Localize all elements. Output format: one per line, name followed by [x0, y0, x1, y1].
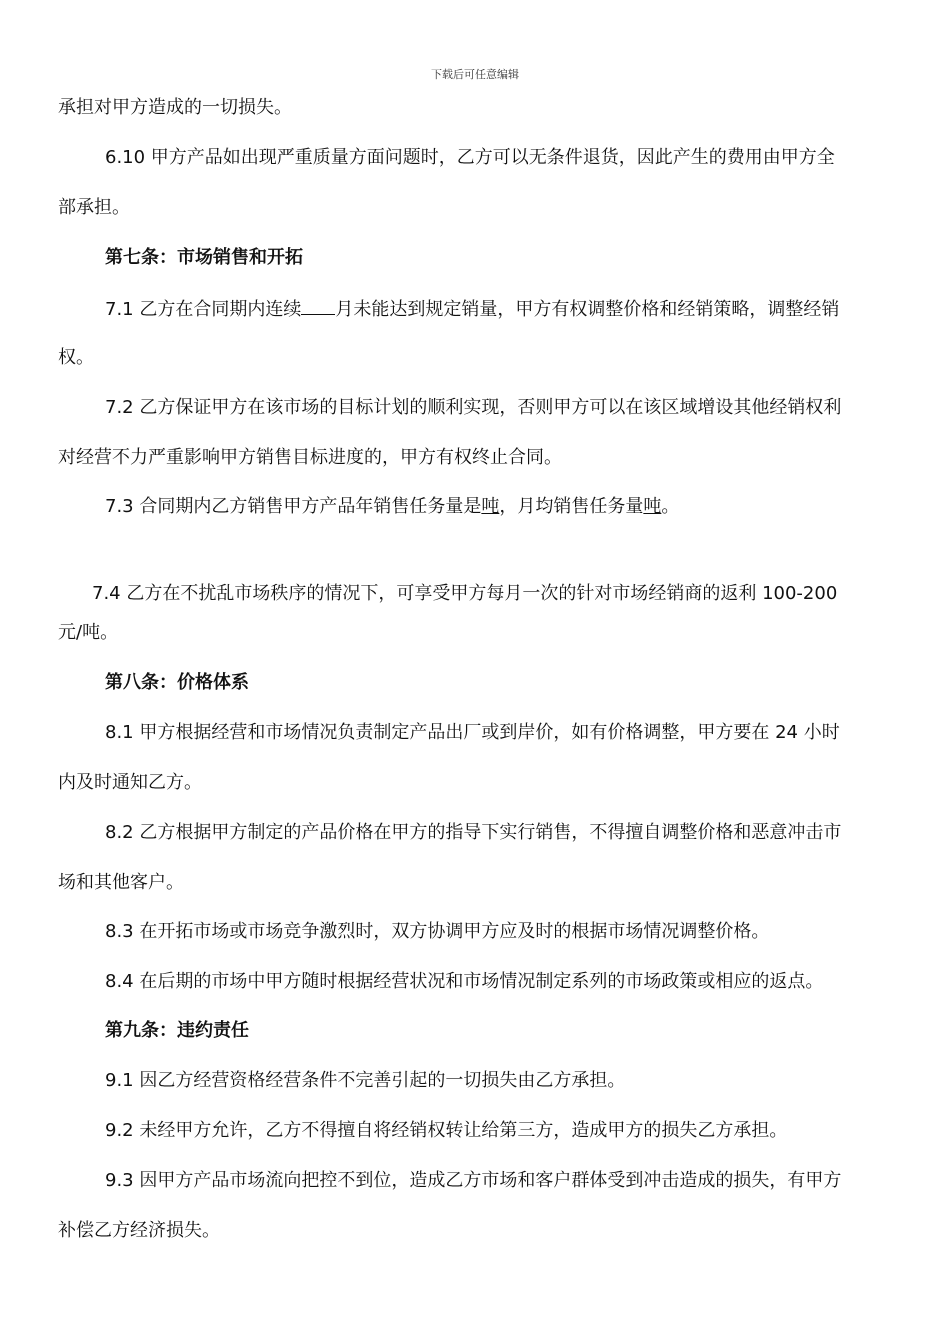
paragraph-line: 场和其他客户。: [58, 872, 184, 893]
paragraph-line: 对经营不力严重影响甲方销售目标进度的，甲方有权终止合同。: [58, 447, 562, 468]
paragraph-line: 元/吨。: [58, 622, 119, 643]
clause-7-1: [105, 296, 898, 322]
article-7-title: 第七条：市场销售和开拓: [105, 247, 303, 268]
annual-target-unit: 吨: [481, 496, 500, 517]
clause-7-2: 7.2 乙方保证甲方在该市场的目标计划的顺利实现，否则甲方可以在该区域增设其他经销权利: [105, 397, 842, 418]
clause-7-3-text-c: ，月均销售任务量: [499, 496, 644, 517]
clause-7-3-text-a: 7.3 合同期内乙方销售甲方产品年销售任务量是: [105, 496, 482, 517]
monthly-target-unit: 吨: [643, 496, 662, 517]
clause-7-3: [105, 495, 898, 519]
page-header: 下载后可任意编辑: [431, 68, 519, 81]
clause-7-1-text-a: 7.1 乙方在合同期内连续: [105, 299, 302, 320]
paragraph-line: 承担对甲方造成的一切损失。: [58, 97, 292, 118]
clause-8-4: 8.4 在后期的市场中甲方随时根据经营状况和市场情况制定系列的市场政策或相应的返点。: [105, 971, 824, 992]
paragraph-line: 内及时通知乙方。: [58, 772, 202, 793]
clause-6-10: 6.10 甲方产品如出现严重质量方面问题时，乙方可以无条件退货，因此产生的费用由甲方全: [105, 147, 835, 168]
article-8-title: 第八条：价格体系: [105, 672, 249, 693]
clause-8-2: 8.2 乙方根据甲方制定的产品价格在甲方的指导下实行销售，不得擅自调整价格和恶意冲击市: [105, 822, 842, 843]
clause-9-2: 9.2 未经甲方允许，乙方不得擅自将经销权转让给第三方，造成甲方的损失乙方承担。: [105, 1120, 788, 1141]
blank-months-field[interactable]: [301, 296, 335, 315]
clause-7-4: 7.4 乙方在不扰乱市场秩序的情况下，可享受甲方每月一次的针对市场经销商的返利 100-200: [92, 583, 838, 604]
paragraph-line: 补偿乙方经济损失。: [58, 1220, 220, 1241]
clause-7-1-text-b: 月未能达到规定销量，甲方有权调整价格和经销策略，调整经销: [335, 299, 840, 320]
clause-9-1: 9.1 因乙方经营资格经营条件不完善引起的一切损失由乙方承担。: [105, 1070, 626, 1091]
paragraph-line: 权。: [58, 347, 94, 368]
clause-7-3-text-e: 。: [661, 496, 680, 517]
clause-8-3: 8.3 在开拓市场或市场竞争激烈时，双方协调甲方应及时的根据市场情况调整价格。: [105, 921, 770, 942]
article-9-title: 第九条：违约责任: [105, 1020, 249, 1041]
paragraph-line: 部承担。: [58, 197, 130, 218]
clause-8-1: 8.1 甲方根据经营和市场情况负责制定产品出厂或到岸价，如有价格调整，甲方要在 24 小时: [105, 722, 840, 743]
clause-9-3: 9.3 因甲方产品市场流向把控不到位，造成乙方市场和客户群体受到冲击造成的损失，有甲方: [105, 1170, 842, 1191]
